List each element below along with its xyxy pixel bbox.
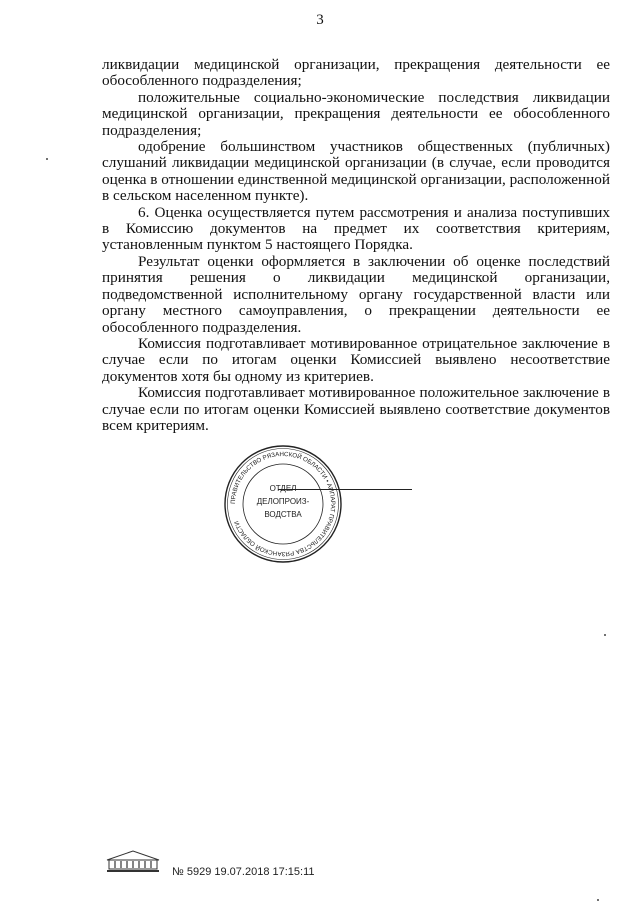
paragraph: одобрение большинством участников общественных (публичных) слушаний ликвидации медицинской организации (в случае, если проводится оценка в отношении единственной медицинской организации, расположенной в сельском населенном пункте).: [102, 138, 610, 205]
paragraph: Комиссия подготавливает мотивированное отрицательное заключение в случае если по итогам оценки Комиссией выявлено несоответствие документов хотя бы одному из критериев.: [102, 334, 610, 385]
paragraph: 6. Оценка осуществляется путем рассмотрения и анализа поступивших в Комиссию документов на предмет их соответствия критериям, установленным пунктом 5 настоящего Порядка.: [102, 203, 610, 254]
scan-speck: [604, 634, 606, 636]
paragraph: Результат оценки оформляется в заключении об оценке последствий принятия решения о ликвидации медицинской организации, подведомственной исполнительному органу государственной власти или органу местного самоуправления, о прекращении деятельности ее обособленного подразделения.: [102, 252, 610, 336]
document-body: [102, 57, 610, 434]
scan-speck: [46, 158, 48, 160]
stamp-text-line3: ВОДСТВА: [264, 510, 302, 519]
scan-speck: [597, 899, 599, 901]
paragraph: ликвидации медицинской организации, прекращения деятельности ее обособленного подразделения;: [102, 56, 610, 90]
paragraph: Комиссия подготавливает мотивированное положительное заключение в случае если по итогам оценки Комиссией выявлено соответствие документов всем критериям.: [102, 384, 610, 434]
registration-number: № 5929 19.07.2018 17:15:11: [172, 866, 315, 878]
stamp-text-line1: ОТДЕЛ: [269, 484, 297, 493]
paragraph: положительные социально-экономические последствия ликвидации медицинской организации, прекращения деятельности ее обособленного подразделения;: [102, 88, 610, 139]
stamp-ring-text: ПРАВИТЕЛЬСТВО РЯЗАНСКОЙ ОБЛАСТИ • АППАРАТ ПРАВИТЕЛЬСТВА РЯЗАНСКОЙ ОБЛАСТИ: [229, 450, 337, 558]
page-number: 3: [316, 12, 324, 28]
stamp-text-line2: ДЕЛОПРОИЗ-: [256, 497, 310, 506]
building-logo: [103, 848, 163, 874]
office-stamp: [222, 443, 344, 565]
